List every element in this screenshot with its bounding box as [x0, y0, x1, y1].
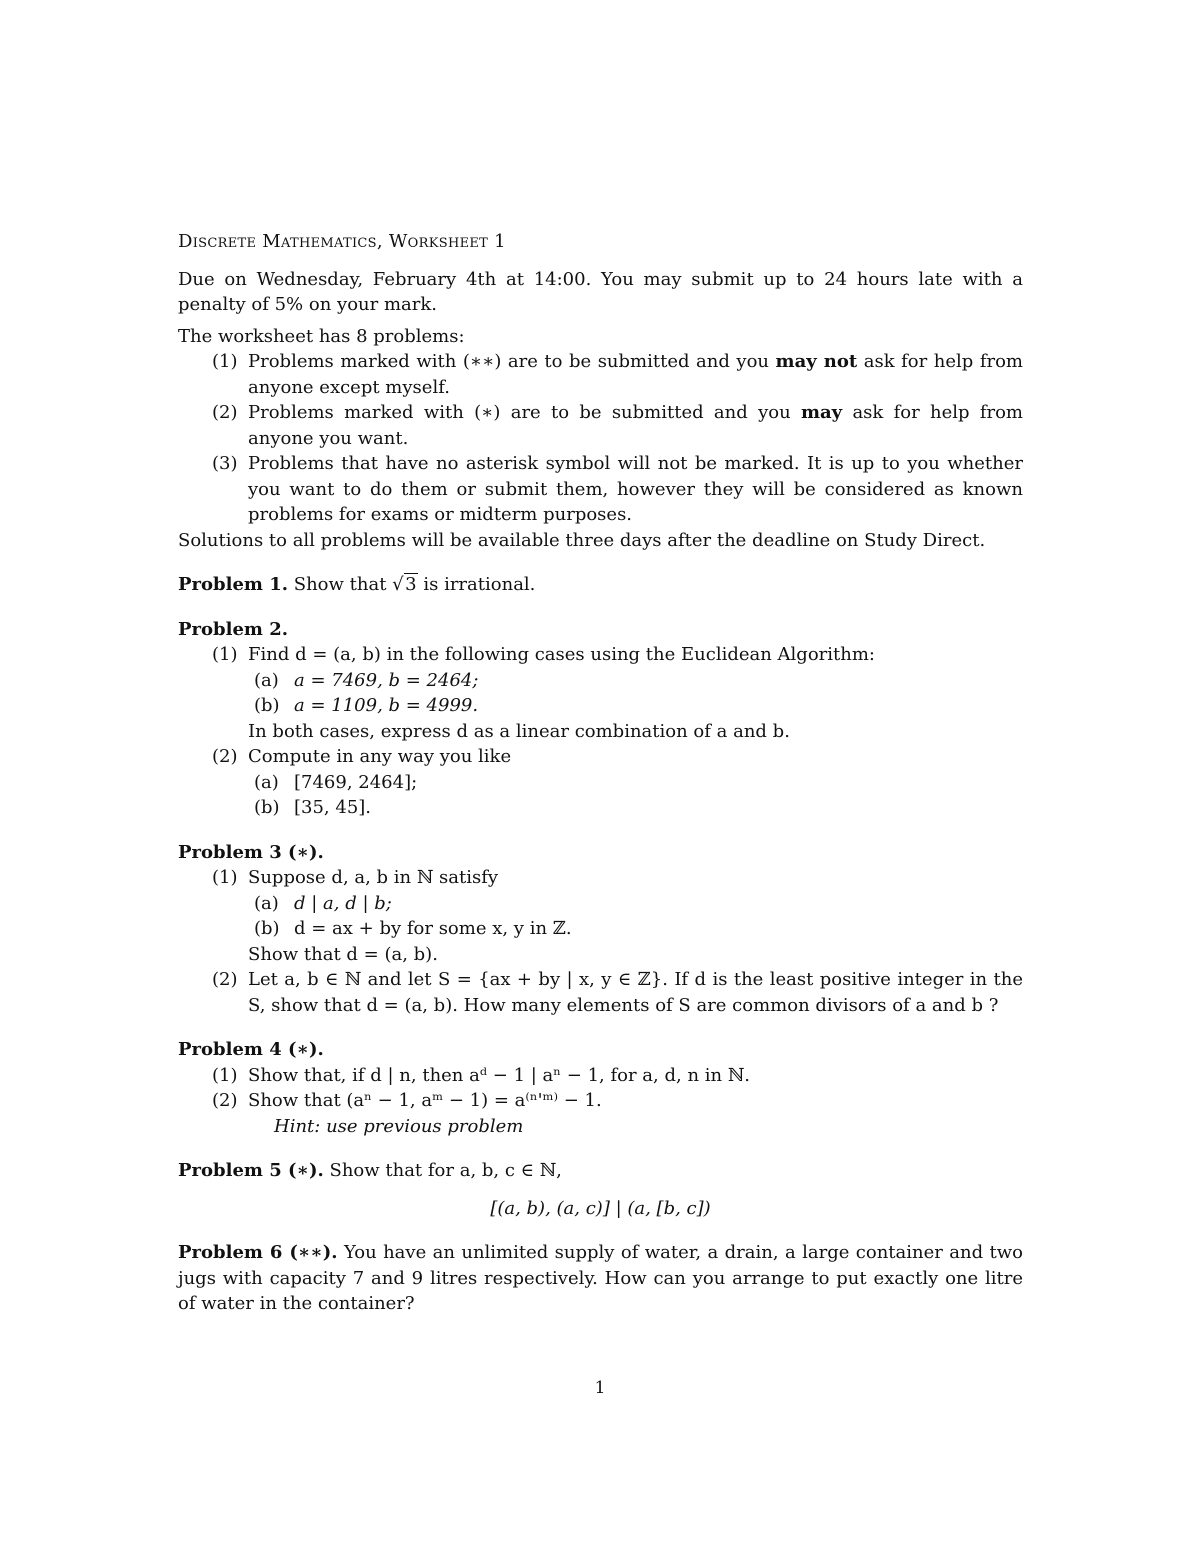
problem-1: Problem 1. Show that √ 3 is irrational.: [178, 572, 1023, 598]
problem-title: Problem 3 (∗).: [178, 841, 324, 863]
worksheet-content: [178, 229, 1023, 1317]
problem-item: (1) Suppose d, a, b in ℕ satisfy (a) d | a, d | b; (b) d = ax + by for some x, y in ℤ. Show that d = (a, b).: [178, 865, 1023, 967]
intro-lead: The worksheet has 8 problems:: [178, 325, 465, 347]
rule-number: (2): [212, 402, 238, 423]
square-root: √ 3: [392, 572, 417, 598]
problem-title: Problem 1.: [178, 574, 289, 595]
problem-item: (2) Let a, b ∈ ℕ and let S = {ax + by | x, y ∈ ℤ}. If d is the least positive integer in the S, show that d = (a, b). How many elements of S are common divisors of a and b ?: [212, 969, 1023, 1016]
sub-item: (a) [7469, 2464];: [254, 771, 418, 793]
due-statement: Due on Wednesday, February 4th at 14:00. You may submit up to 24 hours late with a penalty of 5% on your mark.: [178, 268, 1023, 315]
rule-item: (2) Problems marked with (∗) are to be submitted and you may ask for help from anyone you want.: [212, 402, 1023, 449]
sub-item: (b) a = 1109, b = 4999.: [254, 695, 479, 716]
document-title: Discrete Mathematics, Worksheet 1: [178, 231, 506, 252]
hint-text: Hint: use previous problem: [274, 1115, 524, 1137]
sub-item: (a) d | a, d | b;: [254, 892, 392, 914]
item-note: In both cases, express d as a linear combination of a and b.: [248, 720, 790, 742]
sub-item: (a) a = 7469, b = 2464;: [254, 669, 479, 691]
problem-title: Problem 2.: [178, 618, 289, 640]
problem-title: Problem 5 (∗).: [178, 1160, 324, 1181]
page-number: 1: [594, 1378, 606, 1398]
rule-number: (1): [212, 351, 238, 372]
solutions-note: Solutions to all problems will be available three days after the deadline on Study Direct.: [178, 529, 986, 551]
rule-number: (3): [212, 453, 238, 474]
rule-keyword: may: [800, 402, 843, 423]
problem-item: (2) Show that (aⁿ − 1, aᵐ − 1) = a⁽ⁿ'ᵐ⁾ − 1.: [212, 1090, 602, 1111]
problem-title: Problem 4 (∗).: [178, 1039, 324, 1060]
rule-item: (3) Problems that have no asterisk symbol will not be marked. It is up to you whether you want to do them or submit them, however they will be considered as known problems for exams or midterm purposes.: [212, 453, 1023, 525]
problem-title: Problem 6 (∗∗).: [178, 1242, 338, 1263]
item-note: Show that d = (a, b).: [248, 943, 438, 965]
sub-item: (b) [35, 45].: [254, 797, 372, 818]
sub-item: (b) d = ax + by for some x, y in ℤ.: [254, 918, 572, 939]
rules-list: [178, 349, 1023, 528]
problem-2: [178, 617, 1023, 821]
problem-3: [178, 840, 1023, 1019]
problem-4: [178, 1037, 1023, 1139]
problem-5: Problem 5 (∗). Show that for a, b, c ∈ ℕ, [(a, b), (a, c)] | (a, [b, c]): [178, 1158, 1023, 1221]
problem-6: Problem 6 (∗∗). You have an unlimited supply of water, a drain, a large container and two jugs with capacity 7 and 9 litres respectively. How can you arrange to put exactly one litre of water in the container?: [178, 1242, 1023, 1314]
display-equation: [(a, b), (a, c)] | (a, [b, c]): [490, 1197, 711, 1219]
problem-item: (1) Show that, if d | n, then aᵈ − 1 | aⁿ − 1, for a, d, n in ℕ.: [212, 1064, 751, 1086]
problem-item: (2) Compute in any way you like (a) [7469, 2464]; (b) [35, 45].: [178, 744, 1023, 821]
rule-keyword: may not: [775, 351, 858, 372]
problem-item: (1) Find d = (a, b) in the following cases using the Euclidean Algorithm: (a) a = 7469, b = 2464; (b) a = 1109, b = 4999. In both cases, express d as a linear combination of a and b.: [178, 642, 1023, 744]
rule-item: (1) Problems marked with (∗∗) are to be submitted and you may not ask for help from anyone except myself.: [212, 351, 1023, 398]
